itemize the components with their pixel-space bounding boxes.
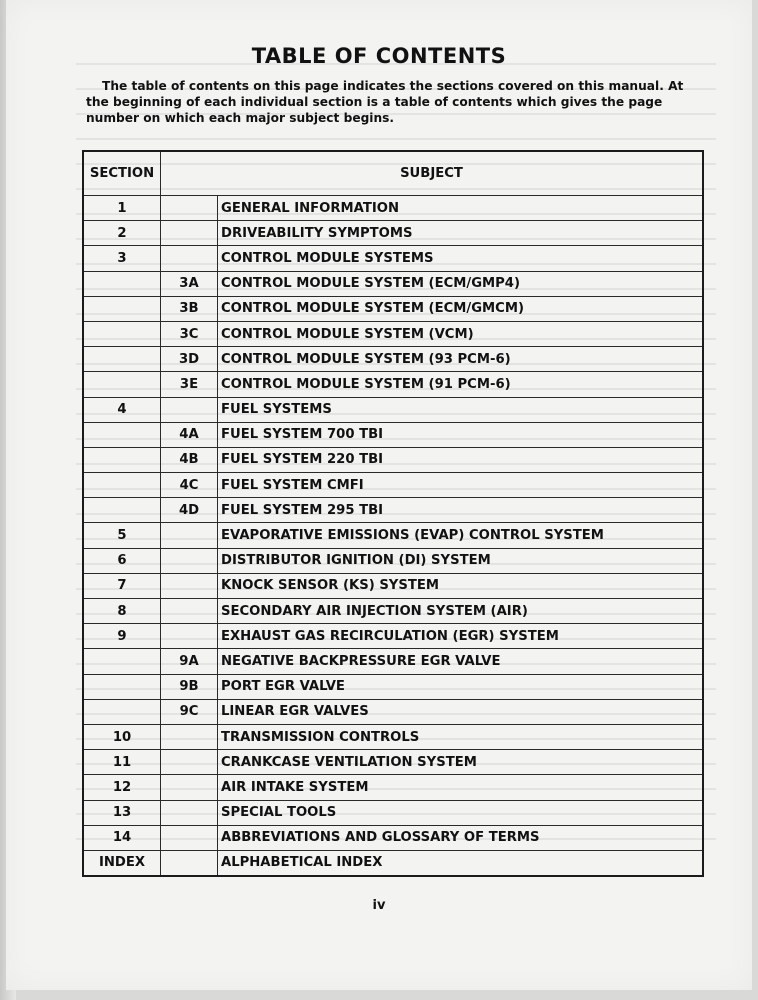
table-row [83,447,703,472]
section-cell [83,422,161,447]
section-cell [83,649,161,674]
table-row [83,196,703,221]
table-row [83,825,703,850]
subject-cell: CONTROL MODULE SYSTEM (ECM/GMCM) [218,296,704,321]
section-cell [83,372,161,397]
subsection-cell: 3B [161,296,218,321]
subsection-cell [161,850,218,876]
table-row [83,221,703,246]
section-cell: 10 [83,724,161,749]
section-cell: 4 [83,397,161,422]
subsection-cell: 4A [161,422,218,447]
subsection-cell: 3C [161,321,218,346]
subject-cell: CONTROL MODULE SYSTEM (91 PCM-6) [218,372,704,397]
subject-cell: NEGATIVE BACKPRESSURE EGR VALVE [218,649,704,674]
section-cell [83,447,161,472]
table-row [83,674,703,699]
subject-cell: FUEL SYSTEM 295 TBI [218,498,704,523]
subject-cell: FUEL SYSTEM CMFI [218,473,704,498]
section-cell [83,347,161,372]
subject-cell: DRIVEABILITY SYMPTOMS [218,221,704,246]
subject-cell: EVAPORATIVE EMISSIONS (EVAP) CONTROL SYSTEM [218,523,704,548]
table-row [83,599,703,624]
subject-cell: DISTRIBUTOR IGNITION (DI) SYSTEM [218,548,704,573]
subsection-cell [161,397,218,422]
section-cell: 7 [83,573,161,598]
table-row [83,573,703,598]
table-row [83,523,703,548]
subsection-cell: 3A [161,271,218,296]
toc-header-row [83,151,703,196]
section-cell: 1 [83,196,161,221]
table-row [83,296,703,321]
table-row [83,498,703,523]
section-cell [83,473,161,498]
subject-cell: TRANSMISSION CONTROLS [218,724,704,749]
table-row [83,246,703,271]
toc-body [83,196,703,877]
subject-cell: CONTROL MODULE SYSTEM (93 PCM-6) [218,347,704,372]
subject-cell: SECONDARY AIR INJECTION SYSTEM (AIR) [218,599,704,624]
section-cell: 8 [83,599,161,624]
subsection-cell [161,624,218,649]
subsection-cell [161,221,218,246]
subsection-cell: 4B [161,447,218,472]
table-row [83,750,703,775]
section-cell [83,296,161,321]
header-section: SECTION [83,151,161,196]
subsection-cell [161,548,218,573]
table-row [83,397,703,422]
table-row [83,548,703,573]
subject-cell: CONTROL MODULE SYSTEMS [218,246,704,271]
subject-cell: ABBREVIATIONS AND GLOSSARY OF TERMS [218,825,704,850]
subject-cell: EXHAUST GAS RECIRCULATION (EGR) SYSTEM [218,624,704,649]
subsection-cell: 9A [161,649,218,674]
subsection-cell: 4C [161,473,218,498]
subject-cell: CONTROL MODULE SYSTEM (ECM/GMP4) [218,271,704,296]
subsection-cell [161,523,218,548]
section-cell [83,321,161,346]
subsection-cell [161,750,218,775]
toc-table [82,150,704,877]
table-row [83,850,703,876]
subsection-cell [161,724,218,749]
section-cell [83,271,161,296]
subsection-cell [161,599,218,624]
table-row [83,347,703,372]
subject-cell: PORT EGR VALVE [218,674,704,699]
section-cell: INDEX [83,850,161,876]
section-cell: 3 [83,246,161,271]
section-cell [83,674,161,699]
subject-cell: KNOCK SENSOR (KS) SYSTEM [218,573,704,598]
table-row [83,271,703,296]
table-row [83,473,703,498]
subject-cell: SPECIAL TOOLS [218,800,704,825]
subject-cell: FUEL SYSTEM 220 TBI [218,447,704,472]
subject-cell: ALPHABETICAL INDEX [218,850,704,876]
section-cell [83,498,161,523]
table-row [83,775,703,800]
subject-cell: FUEL SYSTEMS [218,397,704,422]
section-cell: 13 [83,800,161,825]
table-row [83,649,703,674]
subsection-cell: 9B [161,674,218,699]
subject-cell: AIR INTAKE SYSTEM [218,775,704,800]
table-row [83,624,703,649]
page-title: TABLE OF CONTENTS [251,44,507,68]
intro-paragraph [86,78,706,126]
section-cell: 14 [83,825,161,850]
table-row [83,321,703,346]
subsection-cell [161,196,218,221]
section-cell [83,699,161,724]
subsection-cell [161,246,218,271]
subsection-cell [161,800,218,825]
section-cell: 5 [83,523,161,548]
table-row [83,422,703,447]
subject-cell: CONTROL MODULE SYSTEM (VCM) [218,321,704,346]
table-row [83,372,703,397]
subject-cell: LINEAR EGR VALVES [218,699,704,724]
subsection-cell [161,573,218,598]
intro-text: The table of contents on this page indicates the sections covered on this manual. At the beginning of each individual section is a table of contents which gives the page number on which each major subject begins. [86,79,684,125]
subject-cell: FUEL SYSTEM 700 TBI [218,422,704,447]
table-row [83,800,703,825]
section-cell: 2 [83,221,161,246]
subsection-cell: 4D [161,498,218,523]
subsection-cell: 9C [161,699,218,724]
section-cell: 11 [83,750,161,775]
subject-cell: GENERAL INFORMATION [218,196,704,221]
table-row [83,724,703,749]
table-row [83,699,703,724]
page-number: iv [372,898,386,913]
subject-cell: CRANKCASE VENTILATION SYSTEM [218,750,704,775]
subsection-cell [161,775,218,800]
header-subject: SUBJECT [161,151,704,196]
subsection-cell: 3D [161,347,218,372]
section-cell: 6 [83,548,161,573]
section-cell: 12 [83,775,161,800]
subsection-cell: 3E [161,372,218,397]
subsection-cell [161,825,218,850]
section-cell: 9 [83,624,161,649]
